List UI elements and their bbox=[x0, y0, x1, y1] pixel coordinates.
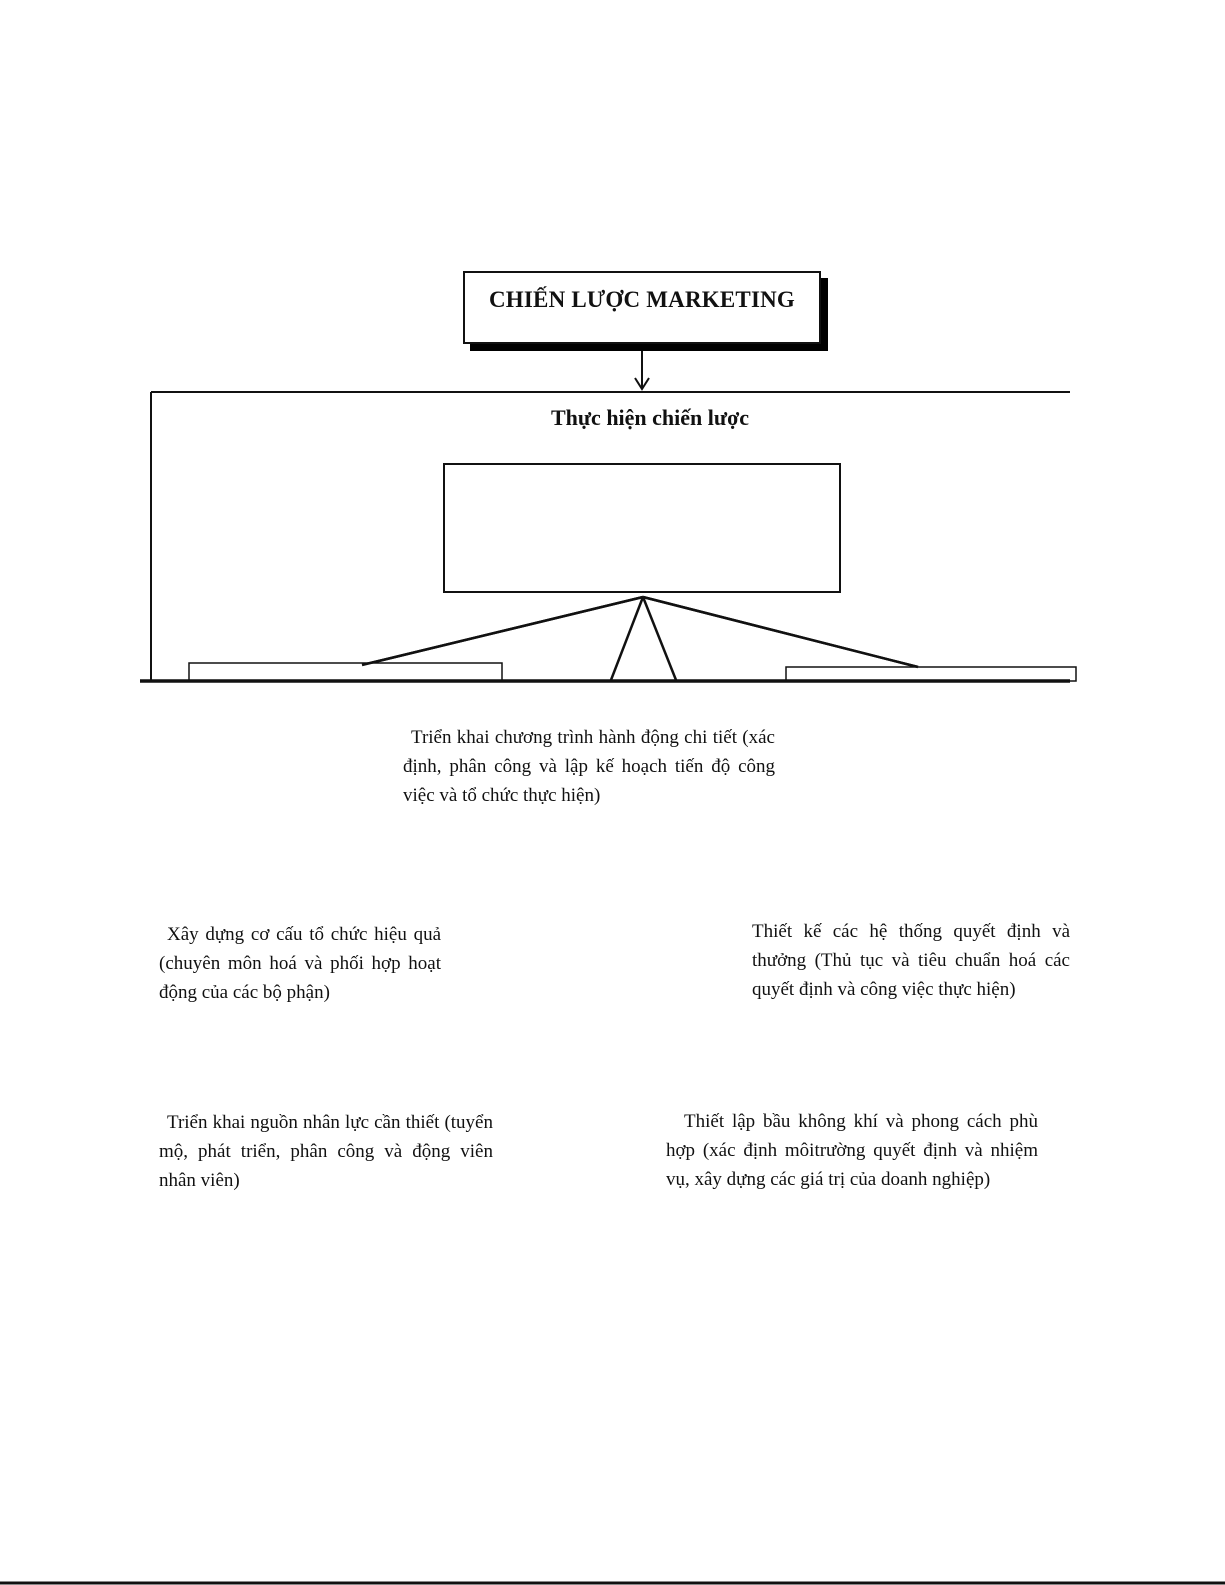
section-heading: Thực hiện chiến lược bbox=[550, 405, 750, 430]
bottom-right-box bbox=[786, 667, 1076, 681]
paragraph-human-resources: Triển khai nguồn nhân lực cần thiết (tuyển mộ, phát triển, phân công và động viên nhân viên) bbox=[159, 1112, 493, 1191]
diagram-title: CHIẾN LƯỢC MARKETING bbox=[489, 287, 795, 312]
paragraph-climate-style: Thiết lập bầu không khí và phong cách phù hợp (xác định môitrường quyết định và nhiệm vụ, xây dựng các giá trị của doanh nghiệp) bbox=[666, 1111, 1038, 1190]
connector-mid-right bbox=[643, 597, 676, 680]
paragraph-decision-reward-systems: Thiết kế các hệ thống quyết định và thưởng (Thủ tục và tiêu chuẩn hoá các quyết định và công việc thực hiện) bbox=[752, 921, 1070, 1000]
connector-mid-left bbox=[611, 597, 643, 680]
paragraph-organization-structure: Xây dựng cơ cấu tổ chức hiệu quả (chuyên môn hoá và phối hợp hoạt động của các bộ phận) bbox=[159, 924, 441, 1003]
paragraph-action-program: Triển khai chương trình hành động chi tiết (xác định, phân công và lập kế hoạch tiến độ công việc và tổ chức thực hiện) bbox=[403, 727, 775, 806]
connector-left-tip bbox=[362, 597, 643, 665]
connector-right-tip bbox=[643, 597, 918, 667]
bottom-left-box bbox=[189, 663, 502, 681]
title-box bbox=[463, 271, 821, 344]
central-empty-box bbox=[444, 464, 840, 592]
